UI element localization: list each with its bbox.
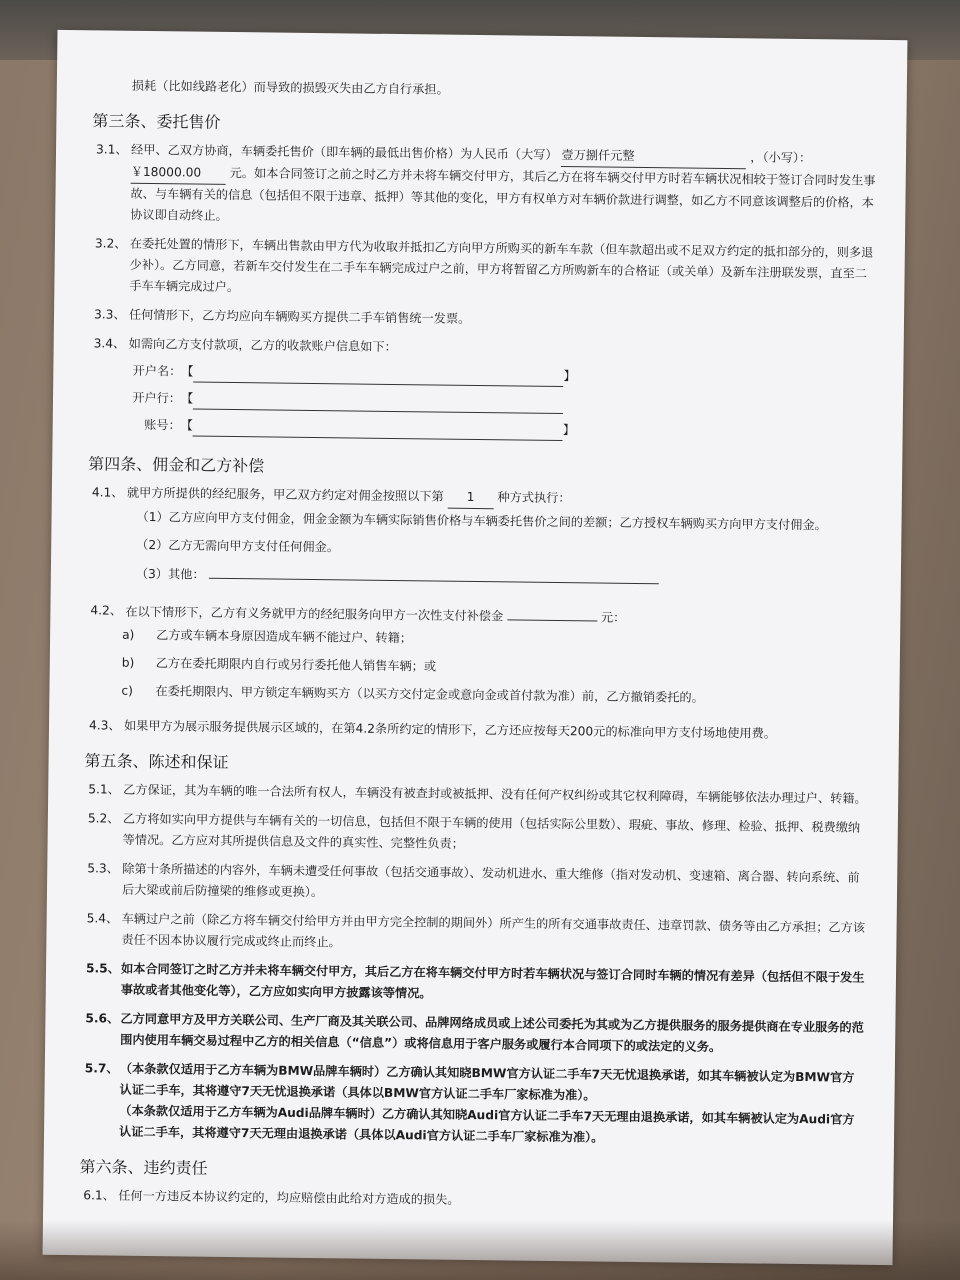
clause-text: 如本合同签订之时乙方并未将车辆交付甲方，其后乙方在将车辆交付甲方时若车辆状况与签订合同时车辆的情况有差异（包括但不限于发生事故或者其他变化等），乙方应如实向甲方披露该等情况。 [120, 961, 865, 1001]
option-other-label: （3）其他： [135, 566, 205, 582]
clause-5-3 [87, 858, 867, 910]
commission-option-1: （1）乙方应向甲方支付佣金，佣金金额为车辆实际销售价格与车辆委托售价之间的差额；乙方授权车辆购买方向甲方支付佣金。 [136, 509, 827, 533]
bracket-open: 【 [181, 364, 194, 379]
bracket-open: 【 [180, 391, 194, 406]
option-other-input[interactable] [208, 564, 658, 584]
clause-number: 3.1、 [95, 142, 128, 157]
clause-number: 5.2、 [87, 811, 120, 826]
clause-number: 5.7、 [84, 1061, 119, 1076]
carryover-line: 损耗（比如线路老化）而导致的损毁灭失由乙方自行承担。 [131, 78, 449, 97]
account-number-input[interactable] [193, 422, 563, 442]
clause-5-2 [87, 808, 867, 860]
clause-number: 3.2、 [94, 236, 127, 251]
article-4-heading: 第四条、佣金和乙方补偿 [88, 454, 265, 476]
clause-text: ，（小写）： [750, 150, 812, 166]
clause-text: 乙方保证，其为车辆的唯一合法所有权人，车辆没有被查封或被抵押、没有任何产权纠纷或其它权利障碍，车辆能够依法办理过户、转籍。 [123, 782, 867, 806]
bottom-shadow [0, 1220, 960, 1280]
clause-number: 5.1、 [88, 782, 120, 797]
clause-text-bmw: （本条款仅适用于乙方车辆为BMW品牌车辆时）乙方确认其知晓BMW官方认证二手车7天无忧退换承诺，如其车辆被认定为BMW官方认证二手车，其将遵守7天无忧退换承诺（具体以BMW官方认证二手车厂家标准为准）。 [119, 1061, 855, 1103]
clause-text: 任何情形下，乙方均应向车辆购买方提供二手车销售统一发票。 [128, 307, 471, 326]
case-label: b) [121, 655, 135, 670]
clause-3-3 [94, 304, 874, 335]
clause-number: 5.5、 [85, 961, 120, 976]
clause-5-5 [86, 958, 866, 1010]
price-lowercase-field[interactable]: ￥18000.00 [131, 162, 226, 185]
clause-text-audi: （本条款仅适用于乙方车辆为Audi品牌车辆时）乙方确认其知晓Audi官方认证二手车7天无理由退换承诺，如其车辆被认定为Audi官方认证二手车，其将遵守7天无理由退换承诺（具体以Audi官方认证二手车厂家标准为准）。 [118, 1103, 855, 1145]
clause-text: 任何一方违反本协议约定的，均应赔偿由此给对方造成的损失。 [118, 1188, 460, 1207]
clause-text: 车辆过户之前（除乙方将车辆交付给甲方并由甲方完全控制的期间外）所产生的所有交通事故责任、违章罚款、债务等由乙方承担；乙方该责任不因本协议履行完成或终止而终止。 [121, 911, 866, 950]
article-3-heading: 第三条、委托售价 [92, 111, 221, 132]
clause-5-4 [86, 908, 866, 960]
account-name-label: 开户名： [132, 363, 182, 379]
commission-method-field[interactable]: 1 [447, 487, 493, 510]
clause-text: 元： [600, 610, 626, 625]
commission-option-3 [136, 563, 871, 594]
clause-text: 乙方同意甲方及甲方关联公司、生产厂商及其关联公司、品牌网络成员或上述公司委托为其或为乙方提供服务的服务提供商在专业服务的范围内使用车辆交易过程中乙方的相关信息（“信息”）或将信息用于客户服务或履行本合同项下的或法定的义务。 [120, 1011, 864, 1055]
clause-text: 除第十条所描述的内容外，车辆未遭受任何事故（包括交通事故）、发动机进水、重大维修（指对发动机、变速箱、离合器、转向系统、前后大梁或前后防撞梁的维修或更换）。 [121, 861, 860, 900]
case-b [122, 653, 870, 683]
case-text: 在委托期限内、甲方锁定车辆购买方（以买方交付定金或意向金或首付款为准）前，乙方撤销委托的。 [155, 684, 704, 705]
clause-text: 如果甲方为展示服务提供展示区域的，在第4.2条所约定的情形下，乙方还应按每天200元的标准向甲方支付场地使用费。 [123, 718, 777, 741]
clause-text: 经甲、乙双方协商，车辆委托售价（即车辆的最低出售价格）为人民币（大写） [130, 142, 558, 162]
case-label: c) [121, 683, 133, 698]
contract-content [73, 75, 877, 1224]
clause-number: 4.1、 [91, 485, 124, 500]
clause-5-7 [84, 1058, 865, 1152]
clause-number: 3.3、 [93, 307, 126, 322]
article-5-heading: 第五条、陈述和保证 [84, 751, 229, 772]
clause-text: 乙方将如实向甲方提供与车辆有关的一切信息，包括但不限于车辆的使用（包括实际公里数）、瑕疵、事故、修理、检验、抵押、税费缴纳等情况。乙方应对其所提供信息及文件的真实性、完整性负责； [122, 811, 861, 851]
bracket-close: 】 [562, 423, 576, 438]
clause-number: 5.6、 [85, 1011, 120, 1026]
bracket-close: 】 [563, 369, 576, 384]
account-bank-label: 开户行： [132, 390, 182, 406]
clause-number: 6.1、 [83, 1188, 115, 1203]
clause-number: 5.3、 [87, 861, 119, 876]
commission-option-2: （2）乙方无需向甲方支付任何佣金。 [136, 537, 340, 555]
clause-text: 在以下情形下，乙方有义务就甲方的经纪服务向甲方一次性支付补偿金 [125, 604, 504, 624]
case-label: a) [122, 627, 135, 642]
clause-4-3 [89, 715, 869, 746]
case-c [121, 681, 869, 711]
article-6-heading: 第六条、违约责任 [79, 1157, 208, 1178]
clause-number: 5.4、 [86, 911, 119, 926]
case-text: 乙方在委托期限内自行或另行委托他人销售车辆；或 [155, 656, 437, 674]
clause-number: 4.3、 [88, 718, 121, 733]
clause-text: 就甲方所提供的经纪服务，甲乙双方约定对佣金按照以下第 [126, 485, 444, 504]
clause-number: 3.4、 [93, 336, 126, 351]
price-uppercase-field[interactable]: 壹万捌仟元整 [561, 145, 746, 169]
clause-5-6 [85, 1008, 865, 1060]
clause-3-2 [94, 233, 875, 306]
account-number-label: 账号： [144, 417, 181, 433]
clause-text: 在委托处置的情形下，车辆出售款由甲方代为收取并抵扣乙方向甲方所购买的新车车款（但车款超出或不足双方约定的抵扣部分的，则多退少补）。乙方同意，若新车交付发生在二手车车辆完成过户之前，甲方将暂留乙方所购新车的合格证（或关单）及新车注册联发票，直至二手车车辆完成过户。 [129, 236, 874, 295]
clause-text: 如需向乙方支付款项，乙方的收款账户信息如下： [128, 336, 397, 355]
compensation-amount-input[interactable] [507, 605, 597, 621]
clause-text: 元。如本合同签订之前之时乙方并未将车辆交付甲方，其后乙方在将车辆交付甲方时若车辆状况相较于签订合同时发生事故、与车辆有关的信息（包括但不限于违章、抵押）等其他的变化，甲方有权单方对车辆价款进行调整，如乙方不同意该调整后的价格，本协议即自动终止。 [130, 165, 876, 223]
bracket-open: 【 [180, 418, 193, 433]
clause-5-1 [88, 779, 868, 810]
clause-6-1 [83, 1185, 863, 1216]
clause-number: 4.2、 [90, 603, 123, 618]
case-text: 乙方或车辆本身原因造成车辆不能过户、转籍； [156, 628, 413, 646]
contract-page [43, 30, 908, 1265]
clause-3-1 [95, 139, 876, 235]
clause-text: 种方式执行： [497, 490, 571, 506]
